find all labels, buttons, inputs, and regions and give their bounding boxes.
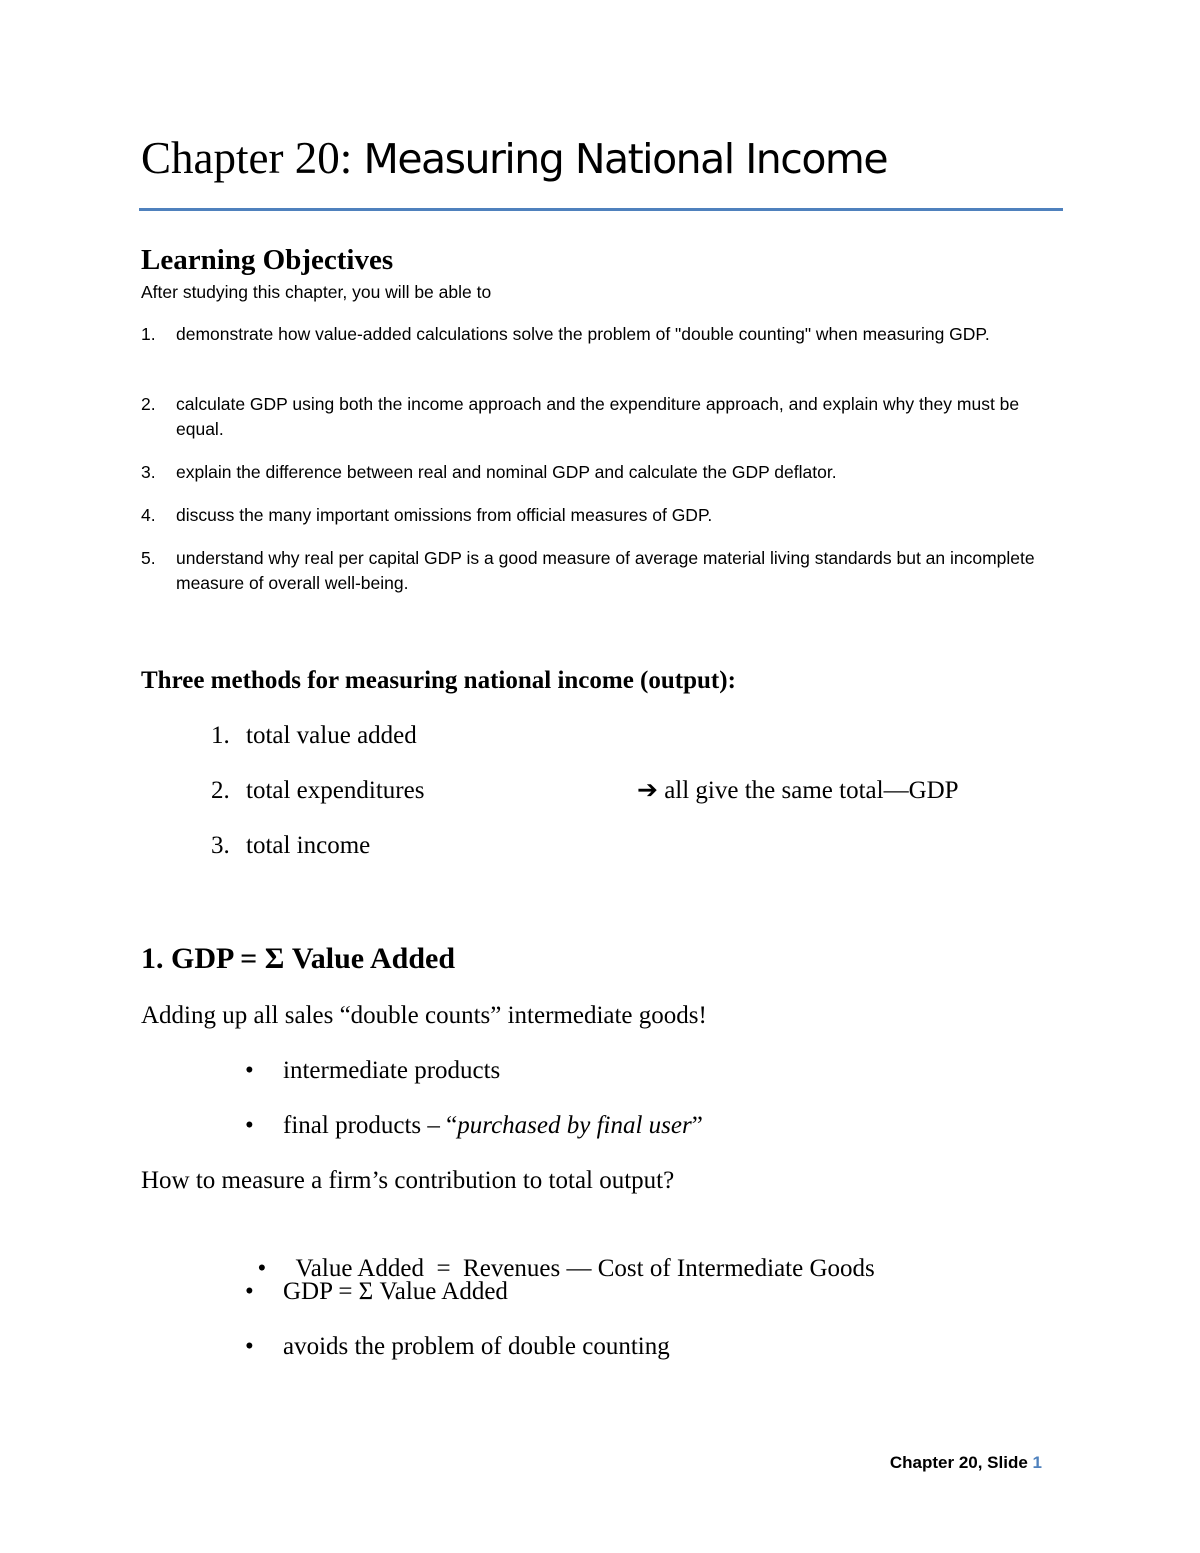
bullet-item — [245, 1276, 508, 1308]
method-item — [211, 829, 370, 863]
methods-heading: Three methods for measuring national income (output): — [141, 667, 736, 694]
bullet-icon: • — [257, 1255, 267, 1282]
objective-text: demonstrate how value-added calculations solve the problem of "double counting" when measuring GDP. — [176, 324, 990, 344]
objective-item — [141, 546, 1046, 596]
objective-number: 3. — [141, 462, 156, 482]
bullet-icon: • — [245, 1057, 254, 1084]
section-heading: 1. GDP = Σ Value Added — [141, 942, 456, 975]
bullet-icon: • — [245, 1278, 254, 1305]
bullet-text-lead: final products – “ — [283, 1112, 458, 1139]
objective-number: 4. — [141, 505, 156, 525]
method-number: 1. — [211, 722, 230, 749]
bullet-item — [245, 1331, 670, 1363]
method-text: total expenditures — [246, 777, 425, 804]
method-number: 3. — [211, 832, 230, 859]
footer-label: Chapter 20, Slide — [889, 1453, 1033, 1472]
page-footer — [890, 1452, 1042, 1474]
learning-objectives-intro: After studying this chapter, you will be able to — [141, 282, 492, 302]
title-prefix: Chapter 20: — [141, 133, 364, 183]
method-item — [211, 719, 417, 753]
learning-objectives-heading: Learning Objectives — [141, 244, 394, 276]
bullet-text: Value Added = Revenues — Cost of Intermediate Goods — [295, 1255, 875, 1282]
objective-number: 5. — [141, 548, 156, 568]
bullet-text-emphasis: purchased by final user — [457, 1112, 692, 1139]
method-item — [211, 774, 424, 808]
bullet-icon: • — [245, 1112, 254, 1139]
method-number: 2. — [211, 777, 230, 804]
objective-text: discuss the many important omissions from official measures of GDP. — [176, 505, 713, 525]
method-text: total value added — [246, 722, 417, 749]
bullet-text: intermediate products — [283, 1057, 501, 1084]
objective-number: 2. — [141, 394, 156, 414]
title-subject: Measuring National Income — [363, 135, 888, 183]
objective-text: understand why real per capital GDP is a good measure of average material living standards but an incomplete measure of overall well-being. — [176, 548, 1035, 593]
bullet-text: GDP = Σ Value Added — [283, 1278, 508, 1305]
objective-number: 1. — [141, 324, 156, 344]
bullet-item — [245, 1110, 703, 1142]
section-intro: Adding up all sales “double counts” intermediate goods! — [141, 1002, 707, 1029]
objective-text: calculate GDP using both the income approach and the expenditure approach, and explain why they must be equal. — [176, 394, 1020, 439]
section-question: How to measure a firm’s contribution to total output? — [141, 1167, 675, 1194]
page-title — [141, 128, 887, 189]
bullet-icon: • — [245, 1333, 254, 1360]
methods-note: ➔ all give the same total—GDP — [637, 777, 959, 804]
title-divider — [139, 208, 1063, 211]
objective-item — [141, 392, 1046, 442]
method-text: total income — [246, 832, 371, 859]
objective-text: explain the difference between real and nominal GDP and calculate the GDP deflator. — [176, 462, 837, 482]
bullet-text: avoids the problem of double counting — [283, 1333, 670, 1360]
objective-item — [141, 460, 1046, 485]
objective-item — [141, 322, 1046, 347]
bullet-text-tail: ” — [691, 1112, 703, 1139]
bullet-item — [245, 1055, 500, 1087]
objective-item — [141, 503, 1046, 528]
footer-page-number: 1 — [1032, 1453, 1042, 1472]
